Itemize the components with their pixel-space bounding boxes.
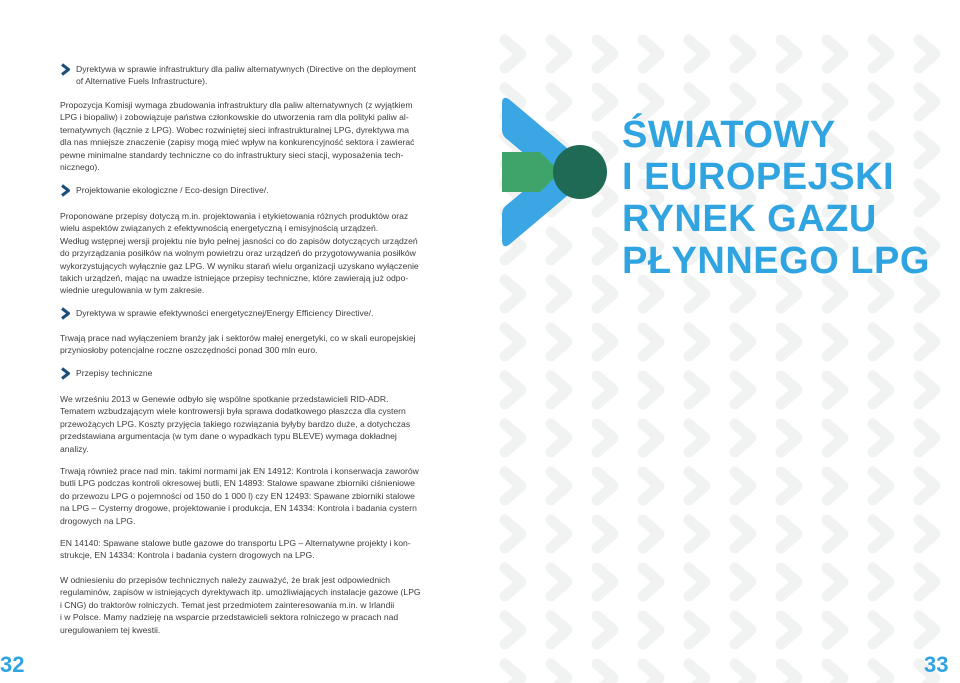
pattern-chevron bbox=[919, 328, 935, 356]
chevron-right-icon bbox=[60, 63, 71, 76]
bullet-item-energy-efficiency bbox=[60, 307, 438, 320]
pattern-chevron bbox=[689, 376, 705, 404]
title-line: ŚWIATOWY bbox=[622, 114, 836, 156]
text-line: ternatywnych (łącznie z LPG). Wobec rozwiniętej sieci infrastrukturalnej LPG, dyrektywa ma bbox=[60, 124, 409, 135]
pattern-chevron bbox=[551, 328, 567, 356]
bullet-item-technical-regulations bbox=[60, 367, 438, 380]
pattern-chevron bbox=[597, 40, 613, 68]
pattern-chevron bbox=[735, 520, 751, 548]
pattern-chevron bbox=[597, 424, 613, 452]
pattern-chevron bbox=[597, 520, 613, 548]
text-line: analizy. bbox=[60, 443, 89, 454]
pattern-chevron bbox=[643, 664, 659, 683]
pattern-chevron bbox=[735, 40, 751, 68]
pattern-chevron bbox=[919, 568, 935, 596]
pattern-chevron bbox=[505, 280, 521, 308]
pattern-chevron bbox=[643, 520, 659, 548]
title-line: I EUROPEJSKI bbox=[622, 156, 895, 198]
pattern-chevron bbox=[597, 280, 613, 308]
text-line: uregulowaniem tej kwestii. bbox=[60, 624, 161, 635]
pattern-chevron bbox=[689, 88, 705, 116]
pattern-chevron bbox=[505, 616, 521, 644]
pattern-chevron bbox=[873, 664, 889, 683]
pattern-chevron bbox=[551, 520, 567, 548]
text-line: LPG i biopaliw) i zobowiązuje państwa członkowskie do utworzenia ram dla polityki paliw al- bbox=[60, 112, 409, 123]
bullet-text: Projektowanie ekologiczne / Eco-design Directive/. bbox=[76, 185, 269, 195]
pattern-chevron bbox=[735, 88, 751, 116]
pattern-chevron bbox=[781, 520, 797, 548]
text-line: butli LPG podczas kontroli okresowej butli, EN 14893: Stalowe spawane zbiorniki ciśnieniowe bbox=[60, 478, 415, 489]
pattern-chevron bbox=[919, 376, 935, 404]
pattern-chevron bbox=[827, 568, 843, 596]
pattern-chevron bbox=[781, 376, 797, 404]
pattern-chevron bbox=[505, 472, 521, 500]
pattern-chevron bbox=[597, 568, 613, 596]
pattern-chevron bbox=[689, 664, 705, 683]
pattern-chevron bbox=[505, 424, 521, 452]
pattern-chevron bbox=[551, 472, 567, 500]
pattern-chevron bbox=[689, 40, 705, 68]
text-line: EN 14140: Spawane stalowe butle gazowe do transportu LPG – Alternatywne projekty i kon- bbox=[60, 538, 411, 548]
pattern-chevron bbox=[597, 664, 613, 683]
text-line: i CNG) do traktorów rolniczych. Temat jest przedmiotem zainteresowania m.in. w Irlandii bbox=[60, 599, 395, 610]
paragraph-tractors bbox=[60, 574, 436, 636]
chevron-right-icon bbox=[60, 307, 71, 320]
text-line: do przyrządzania posiłków na wolnym powietrzu oraz urządzeń do przygotowywania posiłków bbox=[60, 248, 416, 259]
text-line: wykorzystujących wyłącznie gaz LPG. W wyniku starań wielu organizacji uzyskano wyłączenie bbox=[60, 260, 419, 271]
pattern-chevron bbox=[689, 520, 705, 548]
text-line: Propozycja Komisji wymaga zbudowania infrastruktury dla paliw alternatywnych (z wyjątkiem bbox=[60, 100, 413, 110]
text-line: takich urządzeń, mając na uwadze istniejące przepisy techniczne, które zawierają już odpo- bbox=[60, 273, 409, 284]
pattern-chevron bbox=[827, 664, 843, 683]
pattern-chevron bbox=[781, 664, 797, 683]
text-line: Proponowane przepisy dotyczą m.in. projektowania i etykietowania różnych produktów oraz bbox=[60, 211, 409, 221]
pattern-chevron bbox=[689, 472, 705, 500]
pattern-chevron bbox=[827, 376, 843, 404]
pattern-chevron bbox=[689, 280, 705, 308]
pattern-chevron bbox=[827, 424, 843, 452]
pattern-chevron bbox=[781, 616, 797, 644]
pattern-chevron bbox=[735, 568, 751, 596]
pattern-chevron bbox=[735, 376, 751, 404]
pattern-chevron bbox=[919, 616, 935, 644]
bullet-text: of Alternative Fuels Infrastructure). bbox=[76, 76, 208, 87]
title-line: RYNEK GAZU bbox=[622, 198, 877, 240]
pattern-chevron bbox=[505, 568, 521, 596]
text-line: przewożących LPG. Koszty przyjęcia takiego rozwiązania byłyby bardzo duże, a dotychczas bbox=[60, 418, 411, 429]
chevron-right-icon bbox=[60, 184, 71, 197]
pattern-chevron bbox=[643, 616, 659, 644]
bullet-text: Przepisy techniczne bbox=[76, 368, 153, 378]
bullet-text: Dyrektywa w sprawie efektywności energetycznej/Energy Efficiency Directive/. bbox=[76, 308, 374, 318]
pattern-chevron bbox=[827, 40, 843, 68]
bullet-item-eco-design bbox=[60, 184, 438, 197]
pattern-chevron bbox=[781, 88, 797, 116]
pattern-chevron bbox=[781, 280, 797, 308]
text-line: przedstawiana argumentacja (w tym dane o wypadkach typu BLEVE) wymaga dokładnej bbox=[60, 431, 397, 442]
text-line: Tematem wzbudzającym wiele kontrowersji była sprawa dodatkowego płaszcza dla cystern bbox=[60, 406, 406, 417]
pattern-chevron bbox=[781, 568, 797, 596]
pattern-chevron bbox=[919, 472, 935, 500]
pattern-chevron bbox=[873, 88, 889, 116]
pattern-chevron bbox=[597, 376, 613, 404]
text-line: na LPG – Cysterny drogowe, projektowanie i produkcja, EN 14334: Kontrola i badania cystern bbox=[60, 503, 417, 514]
pattern-chevron bbox=[735, 616, 751, 644]
pattern-chevron bbox=[689, 328, 705, 356]
text-line: Według wstępnej wersji projektu nie było pełnej jasności co do zapisów dotyczących urządzeń bbox=[60, 235, 418, 246]
pattern-chevron bbox=[735, 280, 751, 308]
pattern-chevron bbox=[919, 520, 935, 548]
pattern-chevron bbox=[505, 40, 521, 68]
pattern-chevron bbox=[643, 568, 659, 596]
text-line: W odniesieniu do przepisów technicznych należy zauważyć, że brak jest odpowiednich bbox=[60, 575, 391, 585]
pattern-chevron bbox=[919, 40, 935, 68]
arrow-logo-icon bbox=[500, 94, 612, 250]
pattern-chevron bbox=[689, 568, 705, 596]
pattern-chevron bbox=[505, 328, 521, 356]
pattern-chevron bbox=[873, 472, 889, 500]
pattern-chevron bbox=[873, 424, 889, 452]
text-line: i w Polsce. Mamy nadzieję na wsparcie przedstawicieli sektora rolniczego w pracach nad bbox=[60, 612, 399, 623]
pattern-chevron bbox=[735, 664, 751, 683]
pattern-chevron bbox=[643, 424, 659, 452]
pattern-chevron bbox=[919, 88, 935, 116]
pattern-chevron bbox=[643, 280, 659, 308]
pattern-chevron bbox=[781, 328, 797, 356]
pattern-chevron bbox=[919, 424, 935, 452]
text-line: przyniosłoby potencjalne roczne oszczędności ponad 300 mln euro. bbox=[60, 345, 318, 356]
text-line: drogowych na LPG. bbox=[60, 515, 136, 526]
pattern-chevron bbox=[827, 88, 843, 116]
paragraph-energy-efficiency bbox=[60, 332, 436, 357]
paragraph-rid-adr bbox=[60, 393, 436, 455]
pattern-chevron bbox=[735, 424, 751, 452]
text-line: We wrześniu 2013 w Genewie odbyło się wspólne spotkanie przedstawicieli RID-ADR. bbox=[60, 394, 389, 404]
pattern-chevron bbox=[643, 328, 659, 356]
pattern-chevron bbox=[827, 472, 843, 500]
paragraph-standards bbox=[60, 465, 436, 527]
paragraph-alternative-fuels bbox=[60, 99, 436, 173]
pattern-chevron bbox=[505, 376, 521, 404]
pattern-chevron bbox=[597, 328, 613, 356]
pattern-chevron bbox=[735, 472, 751, 500]
pattern-chevron bbox=[505, 520, 521, 548]
pattern-chevron bbox=[551, 40, 567, 68]
page-number-right: 33 bbox=[924, 652, 949, 677]
pattern-chevron bbox=[873, 280, 889, 308]
pattern-chevron bbox=[689, 424, 705, 452]
pattern-chevron bbox=[689, 616, 705, 644]
text-line: regulaminów, zapisów w istniejących dyrektywach itp. umożliwiających instalacje gazowe (LPG bbox=[60, 587, 421, 598]
pattern-chevron bbox=[781, 472, 797, 500]
text-line: wielu aspektów związanych z efektywnością energetyczną i emisyjnością urządzeń. bbox=[60, 223, 379, 234]
pattern-chevron bbox=[735, 328, 751, 356]
pattern-chevron bbox=[551, 280, 567, 308]
pattern-chevron bbox=[505, 664, 521, 683]
pattern-chevron bbox=[551, 376, 567, 404]
text-line: Trwają również prace nad min. takimi normami jak EN 14912: Kontrola i konserwacja zaworów bbox=[60, 466, 419, 476]
pattern-chevron bbox=[643, 88, 659, 116]
pattern-chevron bbox=[643, 472, 659, 500]
pattern-chevron bbox=[827, 328, 843, 356]
pattern-chevron bbox=[919, 280, 935, 308]
bullet-item-alternative-fuels bbox=[60, 63, 438, 88]
pattern-chevron bbox=[827, 616, 843, 644]
pattern-chevron bbox=[551, 664, 567, 683]
pattern-chevron bbox=[873, 568, 889, 596]
pattern-chevron bbox=[643, 40, 659, 68]
pattern-chevron bbox=[597, 616, 613, 644]
pattern-chevron bbox=[873, 40, 889, 68]
pattern-chevron bbox=[551, 568, 567, 596]
pattern-chevron bbox=[643, 376, 659, 404]
pattern-chevron bbox=[781, 424, 797, 452]
text-line: wiednie uregulowania w tym zakresie. bbox=[60, 285, 205, 296]
pattern-chevron bbox=[781, 40, 797, 68]
bullet-text: Dyrektywa w sprawie infrastruktury dla paliw alternatywnych (Directive on the deployment bbox=[76, 64, 417, 74]
page-number-left: 32 bbox=[0, 652, 25, 677]
text-line: Trwają prace nad wyłączeniem branży jak i sektorów małej energetyki, co w skali europejskiej bbox=[60, 333, 416, 343]
title-line: PŁYNNEGO LPG bbox=[622, 240, 930, 282]
paragraph-en14140 bbox=[60, 537, 436, 562]
pattern-chevron bbox=[873, 616, 889, 644]
pattern-chevron bbox=[597, 472, 613, 500]
text-line: pewne minimalne standardy techniczne co do infrastruktury sieci stacji, wyposażenia tech- bbox=[60, 149, 404, 160]
pattern-chevron bbox=[827, 520, 843, 548]
pattern-chevron bbox=[551, 616, 567, 644]
pattern-chevron bbox=[873, 376, 889, 404]
text-line: dla nas mniejsze znaczenie (zapisy mogą mieć wpływ na konkurencyjność sektora i zawierać bbox=[60, 137, 415, 148]
text-line: strukcje, EN 14334: Kontrola i badania cystern drogowych na LPG. bbox=[60, 550, 315, 561]
pattern-chevron bbox=[873, 520, 889, 548]
text-line: do przewozu LPG o pojemności od 150 do 1 000 l) czy EN 12493: Spawane zbiorniki stalowe bbox=[60, 490, 415, 501]
text-line: nicznego). bbox=[60, 162, 100, 173]
paragraph-eco-design bbox=[60, 210, 436, 297]
chevron-right-icon bbox=[60, 367, 71, 380]
pattern-chevron bbox=[827, 280, 843, 308]
chapter-title bbox=[622, 114, 930, 282]
pattern-chevron bbox=[551, 424, 567, 452]
pattern-chevron bbox=[873, 328, 889, 356]
